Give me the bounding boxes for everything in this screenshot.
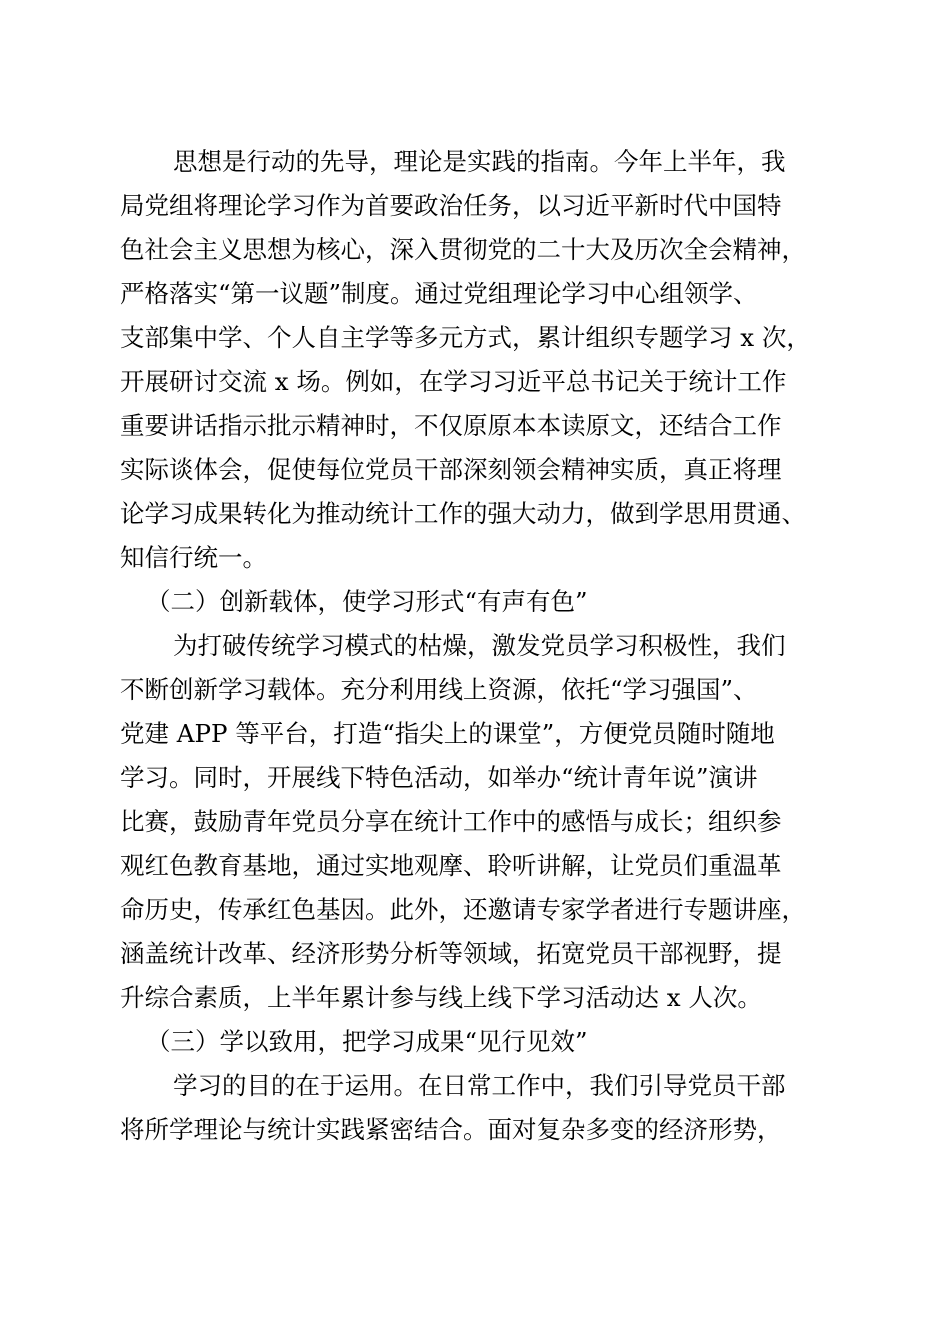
line-text: 严格落实“第一议题”制度。通过党组理论学习中心组领学、 [120,279,758,308]
section-heading [0,1020,950,1064]
line-text: 知信行统一。 [120,543,267,572]
line-text: 局党组将理论学习作为首要政治任务，以习近平新时代中国特 [120,191,782,220]
section-heading-text: （三）学以致用，把学习成果“见行见效” [146,1027,588,1056]
line-text: 党建 APP 等平台，打造“指尖上的课堂”，方便党员随时随地 [120,719,775,748]
line-text: 开展研讨交流 x 场。例如，在学习习近平总书记关于统计工作 [120,367,787,396]
text-line [0,844,950,888]
line-text: 比赛，鼓励青年党员分享在统计工作中的感悟与成长；组织参 [120,807,782,836]
text-line [0,228,950,272]
text-line [0,492,950,536]
text-line [0,360,950,404]
section-heading-text: （二）创新载体，使学习形式“有声有色” [146,587,588,616]
text-line [0,272,950,316]
text-line [0,140,950,184]
text-line [0,316,950,360]
line-text: 将所学理论与统计实践紧密结合。面对复杂多变的经济形势， [120,1115,782,1144]
line-text: 重要讲话指示批示精神时，不仅原原本本读原文，还结合工作 [120,411,782,440]
line-text: 思想是行动的先导，理论是实践的指南。今年上半年，我 [173,147,786,176]
text-line [0,712,950,756]
text-line [0,668,950,712]
text-line [0,888,950,932]
text-line [0,536,950,580]
line-text: 命历史，传承红色基因。此外，还邀请专家学者进行专题讲座， [120,895,806,924]
text-line [0,448,950,492]
line-text: 观红色教育基地，通过实地观摩、聆听讲解，让党员们重温革 [120,851,782,880]
line-text: 色社会主义思想为核心，深入贯彻党的二十大及历次全会精神， [120,235,806,264]
line-text: 涵盖统计改革、经济形势分析等领域，拓宽党员干部视野，提 [120,939,782,968]
text-line [0,976,950,1020]
line-text: 论学习成果转化为推动统计工作的强大动力，做到学思用贯通、 [120,499,806,528]
section-heading [0,580,950,624]
line-text: 支部集中学、个人自主学等多元方式，累计组织专题学习 x 次， [120,323,811,352]
line-text: 学习。同时，开展线下特色活动，如举办“统计青年说”演讲 [120,763,758,792]
line-text: 实际谈体会，促使每位党员干部深刻领会精神实质，真正将理 [120,455,782,484]
text-line [0,184,950,228]
text-line [0,756,950,800]
line-text: 学习的目的在于运用。在日常工作中，我们引导党员干部 [173,1071,786,1100]
line-text: 升综合素质，上半年累计参与线上线下学习活动达 x 人次。 [120,983,762,1012]
line-text: 为打破传统学习模式的枯燥，激发党员学习积极性，我们 [173,631,786,660]
text-line [0,404,950,448]
text-line [0,1064,950,1108]
text-line [0,932,950,976]
text-line [0,800,950,844]
text-line [0,624,950,668]
text-line [0,1108,950,1152]
line-text: 不断创新学习载体。充分利用线上资源，依托“学习强国”、 [120,675,758,704]
